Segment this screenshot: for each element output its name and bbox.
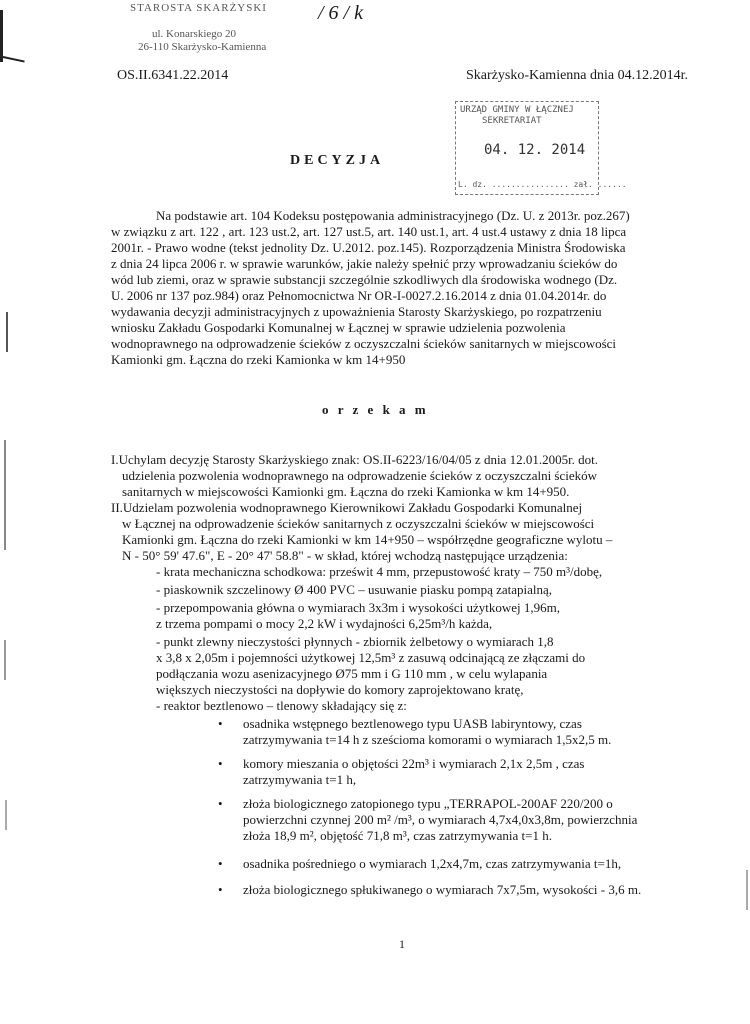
scan-edge-mark bbox=[5, 800, 7, 830]
intro-line: wód lub ziemi, oraz w sprawie substancji szczególnie szkodliwych dla środowiska wodnego (Dz. bbox=[111, 272, 618, 287]
reactor-component: złoża biologicznego spłukiwanego o wymiarach 7x7,5m, wysokości - 3,6 m. bbox=[243, 882, 642, 897]
stamp-register: L. dz. ................ zał. ...... bbox=[458, 180, 627, 189]
scan-edge-mark bbox=[746, 870, 748, 910]
intro-line: z dnia 24 lipca 2006 r. w sprawie warunków, jakie należy spełnić przy wprowadzaniu ścieków do bbox=[111, 256, 618, 271]
device-item-cont: większych nieczystości na dopływie do komory zaprojektowano kratę, bbox=[156, 682, 524, 697]
intro-line: wniosku Zakładu Gospodarki Komunalnej w Łącznej w sprawie udzielenia pozwolenia bbox=[111, 320, 566, 335]
scan-edge-mark bbox=[4, 440, 6, 550]
intro-line: Kamionki gm. Łączna do rzeki Kamionka w km 14+950 bbox=[111, 352, 406, 367]
bullet-icon: • bbox=[218, 796, 223, 811]
reactor-component: złoża biologicznego zatopionego typu „TERRAPOL-200AF 220/200 o bbox=[243, 796, 613, 811]
reactor-component-cont: zatrzymywania t=1 h, bbox=[243, 772, 357, 787]
point-one-line: I.Uchylam decyzję Starosty Skarżyskiego znak: OS.II-6223/16/04/05 z dnia 12.01.2005r. dot. bbox=[111, 452, 599, 467]
intro-line: w związku z art. 122 , art. 123 ust.2, art. 127 ust.5, art. 140 ust.1, art. 4 ust.4 ustawy z dnia 18 lipca bbox=[111, 224, 627, 239]
stamp-office: URZĄD GMINY W ŁĄCZNEJ bbox=[460, 105, 574, 115]
received-stamp bbox=[455, 101, 627, 195]
intro-line: wydawania decyzji administracyjnych z upoważnienia Starosty Skarżyskiego, po rozpatrzeniu bbox=[111, 304, 602, 319]
intro-line: Na podstawie art. 104 Kodeksu postępowania administracyjnego (Dz. U. z 2013r. poz.267) bbox=[156, 208, 630, 223]
point-two-line: N - 50° 59' 47.6", E - 20° 47' 58.8" - w skład, której wchodzą następujące urządzenia: bbox=[122, 548, 568, 563]
intro-line: 2001r. - Prawo wodne (tekst jednolity Dz. U.2012. poz.145). Rozporządzenia Ministra Środowiska bbox=[111, 240, 626, 255]
scan-bracket-tail bbox=[3, 56, 25, 63]
point-two-line: II.Udzielam pozwolenia wodnoprawnego Kierownikowi Zakładu Gospodarki Komunalnej bbox=[111, 500, 583, 515]
authority-name: STAROSTA SKARŻYSKI bbox=[130, 2, 267, 14]
point-one-line: udzielenia pozwolenia wodnoprawnego na odprowadzenie ścieków z oczyszczalni ścieków bbox=[122, 468, 598, 483]
reactor-component-cont: zatrzymywania t=14 h z sześcioma komorami o wymiarach 1,5x2,5 m. bbox=[243, 732, 612, 747]
reactor-component: osadnika wstępnego beztlenowego typu UASB labiryntowy, czas bbox=[243, 716, 582, 731]
scan-edge-mark bbox=[6, 312, 8, 352]
point-two-line: w Łącznej na odprowadzenie ścieków sanitarnych z oczyszczalni ścieków w miejscowości bbox=[122, 516, 595, 531]
intro-line: wodnoprawnego na odprowadzenie ścieków z oczyszczalni ścieków sanitarnych w miejscowości bbox=[111, 336, 617, 351]
intro-line: U. 2006 nr 137 poz.984) oraz Pełnomocnictwa Nr OR-I-0027.2.16.2014 z dnia 01.04.2014r. do bbox=[111, 288, 607, 303]
scan-edge-mark bbox=[4, 640, 6, 680]
bullet-icon: • bbox=[218, 756, 223, 771]
authority-street: ul. Konarskiego 20 bbox=[152, 28, 237, 40]
place-date: Skarżysko-Kamienna dnia 04.12.2014r. bbox=[466, 68, 689, 83]
point-one-line: sanitarnych w miejscowości Kamionki gm. Łączna do rzeki Kamionka w km 14+950. bbox=[122, 484, 570, 499]
scan-bracket-mark bbox=[0, 10, 3, 62]
device-item: - piaskownik szczelinowy Ø 400 PVC – usuwanie piasku pompą zatapialną, bbox=[156, 582, 553, 597]
case-reference: OS.II.6341.22.2014 bbox=[117, 68, 229, 83]
handwritten-mark: / 6 / k bbox=[318, 2, 363, 24]
device-item: - krata mechaniczna schodkowa: prześwit 4 mm, przepustowość kraty – 750 m³/dobę, bbox=[156, 564, 603, 579]
device-item: - reaktor beztlenowo – tlenowy składający się z: bbox=[156, 698, 407, 713]
authority-city: 26-110 Skarżysko-Kamienna bbox=[138, 41, 267, 53]
decision-title: DECYZJA bbox=[290, 153, 385, 168]
device-item: - przepompowania główna o wymiarach 3x3m i wysokości użytkowej 1,96m, bbox=[156, 600, 560, 615]
point-two-line: Kamionki gm. Łączna do rzeki Kamionki w km 14+950 – współrzędne geograficzne wylotu – bbox=[122, 532, 613, 547]
device-item-cont: podłączania wozu asenizacyjnego Ø75 mm i G 110 mm , w celu wylapania bbox=[156, 666, 548, 681]
bullet-icon: • bbox=[218, 882, 223, 897]
ruling-heading: o r z e k a m bbox=[322, 402, 429, 417]
stamp-department: SEKRETARIAT bbox=[482, 116, 542, 126]
device-item: - punkt zlewny nieczystości płynnych - zbiornik żelbetowy o wymiarach 1,8 bbox=[156, 634, 554, 649]
stamp-date: 04. 12. 2014 bbox=[484, 142, 586, 158]
reactor-component-cont: złoża 18,9 m², objętość 71,8 m³, czas zatrzymywania t=1 h. bbox=[243, 828, 552, 843]
reactor-component: osadnika pośredniego o wymiarach 1,2x4,7m, czas zatrzymywania t=1h, bbox=[243, 856, 622, 871]
reactor-component: komory mieszania o objętości 22m³ i wymiarach 2,1x 2,5m , czas bbox=[243, 756, 585, 771]
reactor-component-cont: powierzchni czynnej 200 m² /m³, o wymiarach 4,7x4,0x3,8m, powierzchnia bbox=[243, 812, 638, 827]
device-item-cont: x 3,8 x 2,05m i pojemności użytkowej 12,5m³ z zasuwą odcinającą ze złączami do bbox=[156, 650, 586, 665]
bullet-icon: • bbox=[218, 716, 223, 731]
page-number: 1 bbox=[399, 937, 405, 951]
device-item-cont: z trzema pompami o mocy 2,2 kW i wydajności 6,25m³/h każda, bbox=[156, 616, 493, 631]
bullet-icon: • bbox=[218, 856, 223, 871]
